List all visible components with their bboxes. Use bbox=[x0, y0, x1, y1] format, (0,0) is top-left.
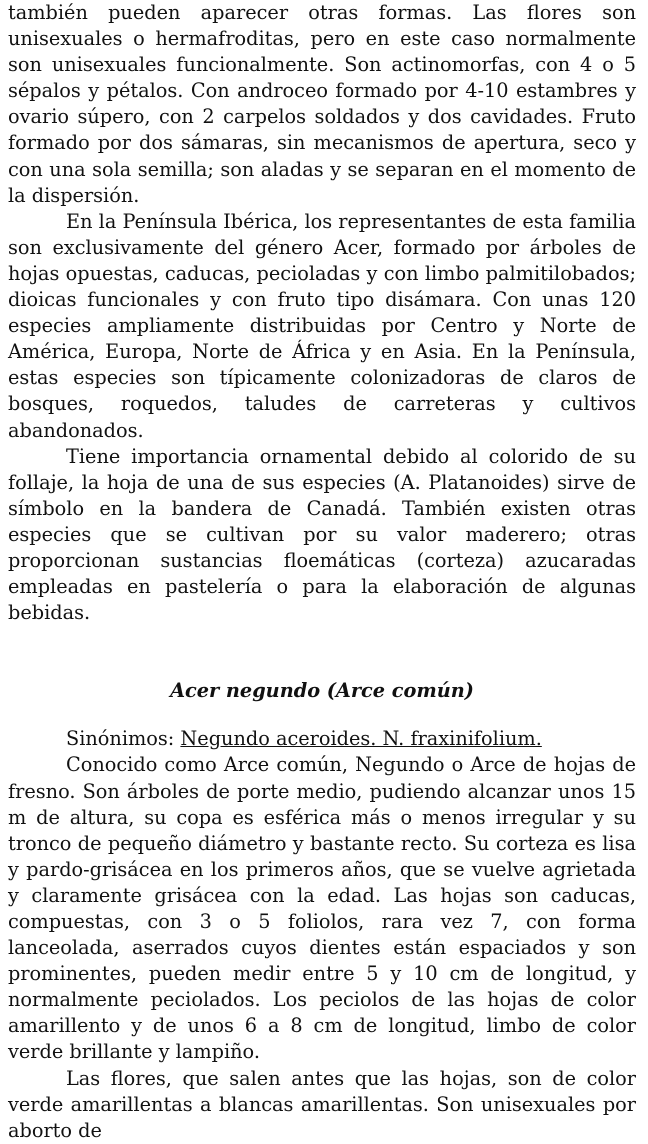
paragraph-acer-negundo-description: Conocido como Arce común, Negundo o Arce de hojas de fresno. Son árboles de porte medio, pudiendo alcanzar unos 15 m de altura, su copa es esférica más o menos irregular y su tronco de pequeño diámetro y bastante recto. Su corteza es lisa y pardo-grisácea en los primeros años, que se vuelve agrietada y claramente grisácea con la edad. Las hojas son caducas, compuestas, con 3 o 5 foliolos, rara vez 7, con forma lanceolada, aserrados cuyos dientes están espaciados y son prominentes, pueden medir entre 5 y 10 cm de longitud, y normalmente peciolados. Los peciolos de las hojas de color amarillento y de unos 6 a 8 cm de longitud, limbo de color verde brillante y lampiño. bbox=[8, 753, 636, 1064]
synonyms-line bbox=[8, 726, 636, 752]
paragraph-flowers: Las flores, que salen antes que las hojas, son de color verde amarillentas a blancas amarillentas. Son unisexuales por aborto de bbox=[8, 1066, 636, 1142]
section-title: Acer negundo (Arce común) bbox=[170, 679, 474, 703]
paragraph-flower-description: también pueden aparecer otras formas. Las flores son unisexuales o hermafroditas, pero en este caso normalmente son unisexuales funcionalmente. Son actinomorfas, con 4 o 5 sépalos y pétalos. Con androceo formado por 4-10 estambres y ovario súpero, con 2 carpelos soldados y dos cavidades. Fruto formado por dos sámaras, sin mecanismos de apertura, seco y con una sola semilla; son aladas y se separan en el momento de la dispersión. bbox=[8, 1, 636, 207]
synonyms-value: Negundo aceroides. N. fraxinifolium. bbox=[180, 727, 542, 751]
paragraph-ornamental-importance: Tiene importancia ornamental debido al colorido de su follaje, la hoja de una de sus especies (A. Platanoides) sirve de símbolo en la bandera de Canadá. También existen otras especies que se cultivan por su valor maderero; otras proporcionan sustancias floemáticas (corteza) azucaradas empleadas en pastelería o para la elaboración de algunas bebidas. bbox=[8, 444, 636, 625]
document-page bbox=[8, 0, 636, 1144]
paragraph-iberian-peninsula: En la Península Ibérica, los representantes de esta familia son exclusivamente del género Acer, formado por árboles de hojas opuestas, caducas, pecioladas y con limbo palmitilobados; dioicas funcionales y con fruto tipo disámara. Con unas 120 especies ampliamente distribuidas por Centro y Norte de América, Europa, Norte de África y en Asia. En la Península, estas especies son típicamente colonizadoras de claros de bosques, roquedos, taludes de carreteras y cultivos abandonados. bbox=[8, 209, 636, 442]
synonyms-label: Sinónimos: bbox=[66, 727, 181, 751]
